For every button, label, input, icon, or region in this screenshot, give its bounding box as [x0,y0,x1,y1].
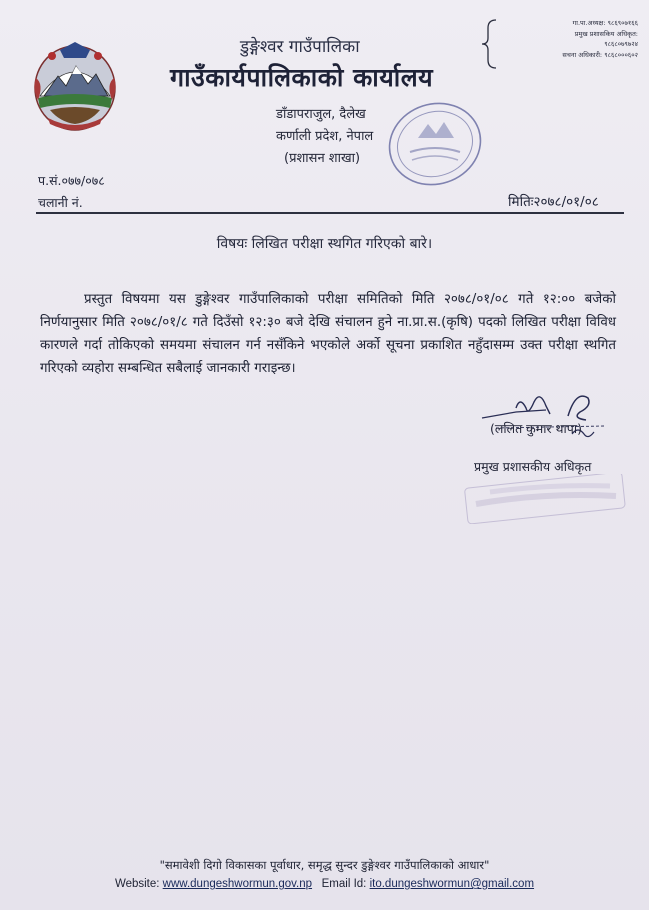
address-line: डाँडापराजुल, दैलेख [276,107,366,122]
letter-date: मितिः२०७८/०१/०८ [508,194,599,210]
letter-subject: विषयः लिखित परीक्षा स्थगित गरिएको बारे। [216,236,433,252]
contact-numbers [498,18,638,60]
signatory-name: (ललित कुमार थापा) [490,421,583,436]
brace-icon [480,18,498,70]
footer-contact [0,878,649,890]
address-line: (प्रशासन शाखा) [284,151,361,166]
contact-line: प्रमुख प्रशासकिय अधिकृत: [574,29,638,38]
faded-designation-stamp [460,474,630,524]
office-name: गाउँकार्यपालिकाको कार्यालय [170,63,434,92]
chalani-number: चलानी नं. [38,195,83,210]
address-line: कर्णाली प्रदेश, नेपाल [276,129,374,144]
contact-line: सचना अधिकारी: ९८६८०००६०२ [562,50,638,59]
letter-body: प्रस्तुत विषयमा यस डुङ्गेश्वर गाउँपालिकाको परीक्षा समितिको मिति २०७८/०१/०८ गते १२:०० बजेको निर्णयानुसार मिति २०७८/०१/८ गते दिउँसो १२:३० बजे देखि संचालन हुने ना.प्रा.स.(कृषि) पदको लिखित परीक्षा विविध कारणले गर्दा तोकिएको समयमा संचालन गर्न नसँकिने भएकोले अर्को सूचना प्रकाशित नहुँदासम्म उक्त परीक्षा स्थगित गरिएको व्यहोरा सम्बन्धित सबैलाई जानकारी गराइन्छ। [40,292,616,376]
website-label: Website: [114,878,160,890]
contact-line: ९८६८०७९७२४ [604,40,638,48]
email-link[interactable]: ito.dungeshwormun@gmail.com [369,878,535,890]
nepal-emblem-icon [30,38,120,134]
website-link[interactable]: www.dungeshwormun.gov.np [162,878,313,890]
municipality-name: डुङ्गेश्वर गाउँपालिका [240,37,360,57]
contact-line: गा.पा.अध्यक्ष: ९८६९०७१६६ [572,19,638,27]
email-label: Email Id: [321,878,367,890]
office-stamp [384,98,486,190]
footer-slogan: "समावेशी दिगो विकासका पूर्वाधार, समृद्ध सुन्दर डुङ्गेश्वर गाउँपालिकाको आधार" [159,858,490,872]
reference-block [38,170,105,214]
header-divider [36,212,624,214]
signatory-title: प्रमुख प्रशासकीय अधिकृत [474,459,592,474]
patra-sankhya: प.सं.०७७/०७८ [38,173,105,188]
